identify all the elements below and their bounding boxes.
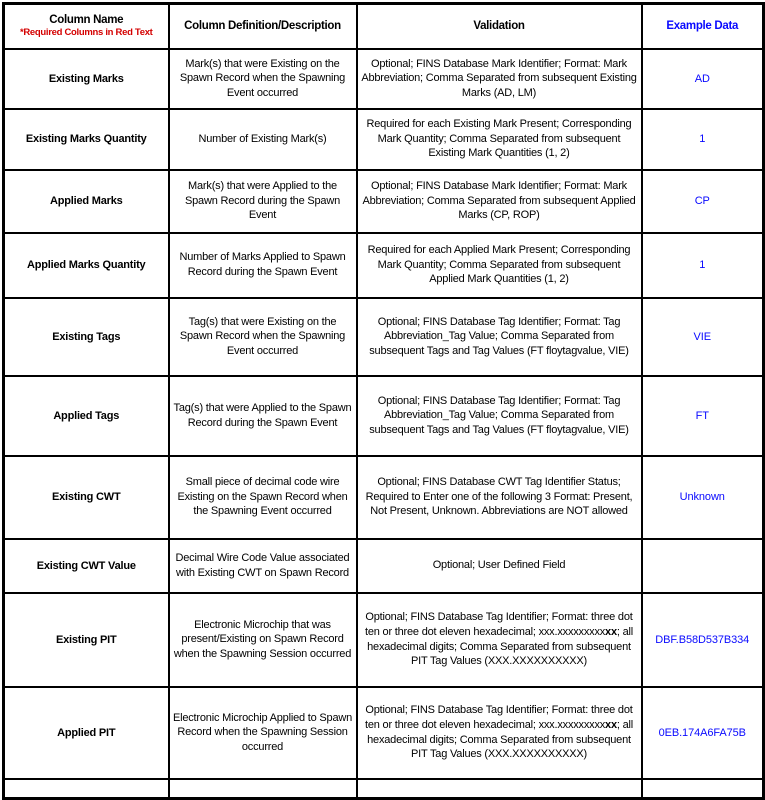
validation-cell: Optional; FINS Database CWT Tag Identifier Status; Required to Enter one of the following 3 Format: Present, Not Present, Unknown. Abbreviations are NOT allowed	[357, 456, 642, 539]
table-row-applied-marks	[4, 170, 764, 233]
column-name-cell: Existing PIT	[4, 593, 169, 687]
table-row-existing-tags	[4, 298, 764, 376]
example-cell	[642, 539, 764, 593]
validation-cell: Required for each Existing Mark Present; Corresponding Mark Quantity; Comma Separated from subsequent Existing Mark Quantities (1, 2)	[357, 109, 642, 170]
header-definition: Column Definition/Description	[169, 4, 357, 49]
validation-cell: Optional; FINS Database Tag Identifier; Format: three dot ten or three dot eleven hexadecimal; xxx.xxxxxxxxxxx; all hexadecimal digits; Comma Separated from subsequent PIT Tag Values (XXX.XXXXXXXXXX)	[357, 687, 642, 779]
validation-cell: Optional; FINS Database Mark Identifier; Format: Mark Abbreviation; Comma Separated from subsequent Applied Marks (CP, ROP)	[357, 170, 642, 233]
definition-cell: Electronic Microchip Applied to Spawn Record when the Spawning Session occurred	[169, 687, 357, 779]
column-name-cell: Existing CWT	[4, 456, 169, 539]
header-column-name-title: Column Name	[49, 14, 124, 27]
column-name-cell: Applied Marks Quantity	[4, 233, 169, 298]
table-row-partial	[4, 779, 764, 799]
example-cell: Unknown	[642, 456, 764, 539]
example-cell: AD	[642, 49, 764, 109]
definition-cell	[169, 779, 357, 799]
table-row-applied-pit	[4, 687, 764, 779]
definition-cell: Number of Existing Mark(s)	[169, 109, 357, 170]
validation-cell: Optional; User Defined Field	[357, 539, 642, 593]
example-cell: 0EB.174A6FA75B	[642, 687, 764, 779]
validation-cell: Optional; FINS Database Mark Identifier; Format: Mark Abbreviation; Comma Separated from subsequent Existing Marks (AD, LM)	[357, 49, 642, 109]
table-row-existing-marks	[4, 49, 764, 109]
validation-cell: Optional; FINS Database Tag Identifier; Format: Tag Abbreviation_Tag Value; Comma Separated from subsequent Tags and Tag Values (FT floytagvalue, VIE)	[357, 298, 642, 376]
example-cell: CP	[642, 170, 764, 233]
column-name-cell: Applied PIT	[4, 687, 169, 779]
table-row-existing-pit	[4, 593, 764, 687]
column-name-cell	[4, 779, 169, 799]
example-cell: DBF.B58D537B334	[642, 593, 764, 687]
definition-cell: Electronic Microchip that was present/Existing on Spawn Record when the Spawning Session occurred	[169, 593, 357, 687]
validation-cell: Required for each Applied Mark Present; Corresponding Mark Quantity; Comma Separated from subsequent Applied Mark Quantities (1, 2)	[357, 233, 642, 298]
table-row-existing-marks-quantity	[4, 109, 764, 170]
definition-cell: Mark(s) that were Existing on the Spawn Record when the Spawning Event occurred	[169, 49, 357, 109]
column-name-cell: Existing Tags	[4, 298, 169, 376]
column-name-cell: Existing CWT Value	[4, 539, 169, 593]
definition-cell: Decimal Wire Code Value associated with Existing CWT on Spawn Record	[169, 539, 357, 593]
definition-cell: Tag(s) that were Existing on the Spawn Record when the Spawning Event occurred	[169, 298, 357, 376]
table-row-existing-cwt	[4, 456, 764, 539]
column-name-cell: Existing Marks Quantity	[4, 109, 169, 170]
example-cell: VIE	[642, 298, 764, 376]
definition-cell: Small piece of decimal code wire Existing on the Spawn Record when the Spawning Event occurred	[169, 456, 357, 539]
column-name-cell: Existing Marks	[4, 49, 169, 109]
header-column-name	[4, 4, 169, 49]
definition-cell: Number of Marks Applied to Spawn Record during the Spawn Event	[169, 233, 357, 298]
column-name-cell: Applied Marks	[4, 170, 169, 233]
example-cell: FT	[642, 376, 764, 456]
column-name-cell: Applied Tags	[4, 376, 169, 456]
table-row-applied-tags	[4, 376, 764, 456]
header-example-data: Example Data	[642, 4, 764, 49]
spreadsheet-area	[2, 2, 765, 800]
definition-cell: Tag(s) that were Applied to the Spawn Record during the Spawn Event	[169, 376, 357, 456]
validation-cell	[357, 779, 642, 799]
example-cell: 1	[642, 233, 764, 298]
definition-cell: Mark(s) that were Applied to the Spawn Record during the Spawn Event	[169, 170, 357, 233]
example-cell: 1	[642, 109, 764, 170]
table-row-applied-marks-quantity	[4, 233, 764, 298]
data-dictionary-table	[2, 2, 765, 800]
header-row	[4, 4, 764, 49]
header-validation: Validation	[357, 4, 642, 49]
example-cell	[642, 779, 764, 799]
validation-cell: Optional; FINS Database Tag Identifier; Format: Tag Abbreviation_Tag Value; Comma Separated from subsequent Tags and Tag Values (FT floytagvalue, VIE)	[357, 376, 642, 456]
validation-cell: Optional; FINS Database Tag Identifier; Format: three dot ten or three dot eleven hexadecimal; xxx.xxxxxxxxxxx; all hexadecimal digits; Comma Separated from subsequent PIT Tag Values (XXX.XXXXXXXXXX)	[357, 593, 642, 687]
required-columns-note: *Required Columns in Red Text	[19, 27, 153, 39]
table-row-existing-cwt-value	[4, 539, 764, 593]
